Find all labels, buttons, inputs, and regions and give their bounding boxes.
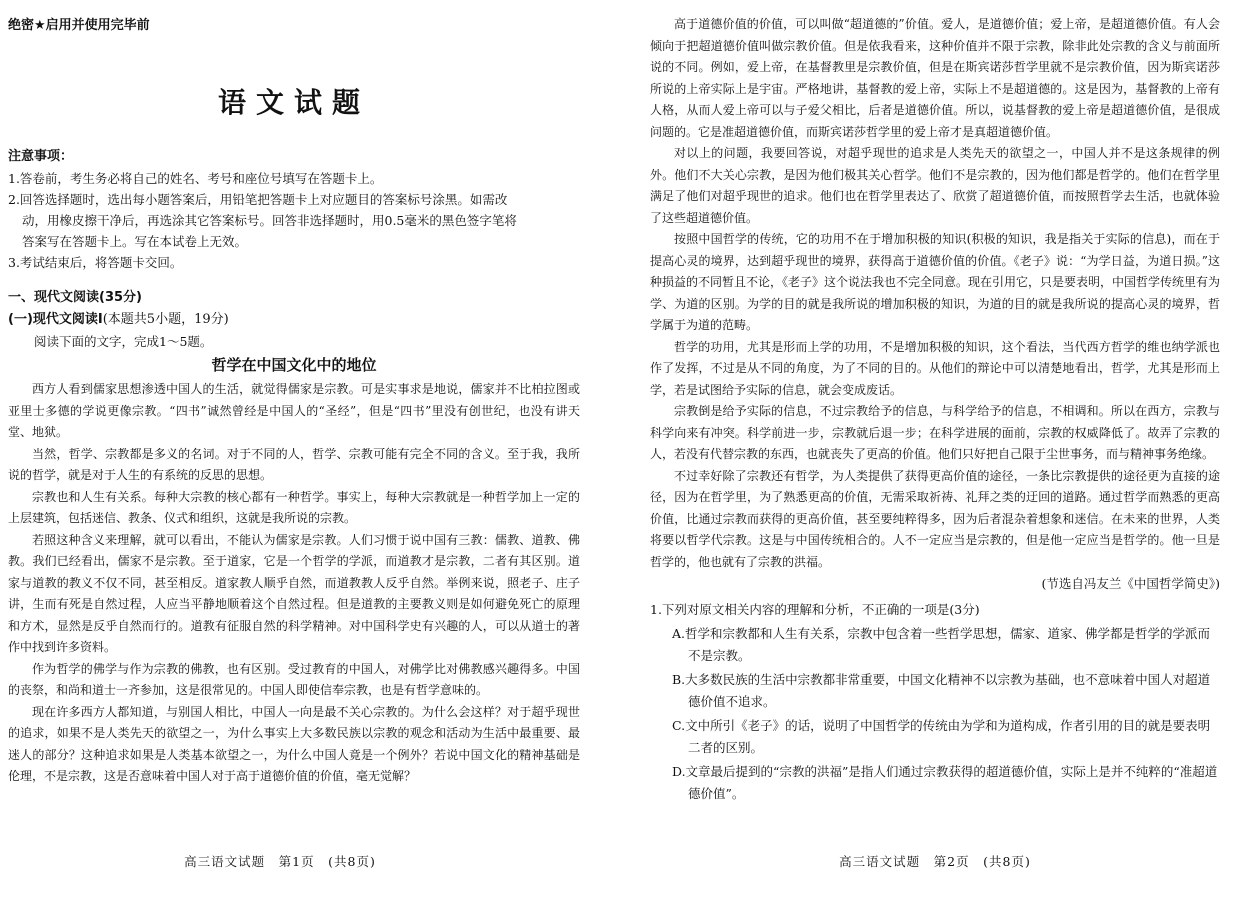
notice-heading: 注意事项： (8, 149, 74, 164)
page-footer: 高三语文试题 第2页 (共8页) (839, 854, 1031, 869)
article-paragraph: 现在许多西方人都知道，与别国人相比，中国人一向是最不关心宗教的。为什么会这样？对于超乎现世的追求，如果不是人类先天的欲望之一，为什么事实上大多数民族以宗教的观念和活动为生活中最重要、最迷人的部分？这种追求如果是人类基本欲望之一，为什么中国人竟是一个例外？若说中国文化的精神基础是伦理，不是宗教，这是否意味着中国人对于高于道德价值的价值，毫无觉解？ (8, 704, 580, 783)
article-paragraph: 对以上的问题，我要回答说，对超乎现世的追求是人类先天的欲望之一，中国人并不是这条规律的例外。他们不大关心宗教，是因为他们极其关心哲学。他们不是宗教的，因为他们都是哲学的。他们在哲学里满足了他们对超乎现世的追求。他们也在哲学里表达了、欣赏了超道德价值，而按照哲学去生活，也就体验了这些超道德价值。 (650, 146, 1220, 225)
subsection-title: (一)现代文阅读Ⅰ (8, 312, 103, 327)
article-paragraph: 宗教倒是给予实际的信息，不过宗教给予的信息，与科学给予的信息，不相调和。所以在西方，宗教与科学向来有冲突。科学前进一步，宗教就后退一步；在科学进展的面前，宗教的权威降低了。故弄了宗教的人，若没有代替宗教的东西，也就丧失了更高的价值。他们只好把自己限于尘世事务，而与精神事务绝缘。 (650, 404, 1220, 461)
notice-item: 1.答卷前，考生务必将自己的姓名、考号和座位号填写在答题卡上。 (8, 171, 383, 186)
question-option-b: B.大多数民族的生活中宗教都非常重要，中国文化精神不以宗教为基础，也不意味着中国人对超道德价值不追求。 (672, 672, 1211, 709)
article-paragraph: 西方人看到儒家思想渗透中国人的生活，就觉得儒家是宗教。可是实事求是地说，儒家并不比柏拉图或亚里士多德的学说更像宗教。“四书”诚然曾经是中国人的“圣经”，但是“四书”里没有创世纪，也没有讲天堂、地狱。 (8, 382, 580, 439)
page-footer: 高三语文试题 第1页 (共8页) (184, 854, 376, 869)
confidential-label: 绝密★启用并使用完毕前 (8, 18, 150, 33)
article-paragraph: 宗教也和人生有关系。每种大宗教的核心都有一种哲学。事实上，每种大宗教就是一种哲学加上一定的上层建筑，包括迷信、教条、仪式和组织，这就是我所说的宗教。 (8, 489, 580, 525)
exam-title: 语文试题 (217, 86, 370, 119)
subsection-score: (本题共5小题，19分) (102, 312, 229, 327)
article-paragraph: 不过幸好除了宗教还有哲学，为人类提供了获得更高价值的途径，一条比宗教提供的途径更为直接的途径，因为在哲学里，为了熟悉更高的价值，无需采取祈祷、礼拜之类的迂回的道路。通过哲学而熟悉的更高价值，比通过宗教而获得的更高价值，甚至要纯粹得多，因为后者混杂着想象和迷信。在未来的世界，人类将要以哲学代宗教。这是与中国传统相合的。人不一定应当是宗教的，但是他一定应当是哲学的。他一旦是哲学的，他也就有了宗教的洪福。 (650, 468, 1220, 569)
notice-item: 3.考试结束后，将答题卡交回。 (8, 255, 183, 270)
notice-item: 2.回答选择题时，选出每小题答案后，用铅笔把答题卡上对应题目的答案标号涂黑。如需改 (8, 192, 508, 207)
section-heading: 一、现代文阅读(35分) (8, 290, 142, 305)
source-citation: (节选自冯友兰《中国哲学简史》) (1041, 576, 1220, 591)
page-1 (0, 0, 600, 900)
question-option-d: D.文章最后提到的“宗教的洪福”是指人们通过宗教获得的超道德价值，实际上是并不纯粹的“准超道德价值”。 (672, 764, 1218, 801)
page-2 (640, 0, 1230, 900)
notice-list (8, 168, 580, 273)
article-paragraph: 高于道德价值的价值，可以叫做“超道德的”价值。爱人，是道德价值；爱上帝，是超道德价值。有人会倾向于把超道德价值叫做宗教价值。但是依我看来，这种价值并不限于宗教，除非此处宗教的含义与前面所说的不同。例如，爱上帝，在基督教里是宗教价值，但是在斯宾诺莎哲学里就不是宗教价值，因为斯宾诺莎所说的上帝实际上是宇宙。严格地讲，基督教的爱上帝，实际上不是超道德的。这是因为，基督教的上帝有人格，从而人爱上帝可以与子爱父相比，后者是道德价值。所以，说基督教的爱上帝是超道德价值，是很成问题的。它是准超道德价值，而斯宾诺莎哲学里的爱上帝才是真超道德价值。 (650, 17, 1220, 139)
notice-item: 答案写在答题卡上。写在本试卷上无效。 (22, 234, 248, 249)
article-paragraph: 作为哲学的佛学与作为宗教的佛教，也有区别。受过教育的中国人，对佛学比对佛教感兴趣得多。中国的丧祭，和尚和道士一齐参加，这是很常见的。中国人即使信奉宗教，也是有哲学意味的。 (8, 661, 580, 697)
subsection-heading (8, 309, 580, 331)
article-paragraph: 按照中国哲学的传统，它的功用不在于增加积极的知识(积极的知识，我是指关于实际的信息)，而在于提高心灵的境界，达到超乎现世的境界，获得高于道德价值的价值。《老子》说：“为学日益，为道日损。”这种损益的不同暂且不论，《老子》这个说法我也不完全同意。现在引用它，只是要表明，中国哲学传统里有为学、为道的区别。为学的目的就是我所说的增加积极的知识，为道的目的就是我所说的提高心灵的境界，哲学属于为道的范畴。 (650, 232, 1221, 332)
notice-item: 动，用橡皮擦干净后，再选涂其它答案标号。回答非选择题时，用0.5毫米的黑色签字笔将 (22, 213, 517, 228)
article-title: 哲学在中国文化中的地位 (211, 356, 377, 374)
question-option-c: C.文中所引《老子》的话，说明了中国哲学的传统由为学和为道构成，作者引用的目的就是要表明二者的区别。 (672, 718, 1211, 755)
reading-instruction: 阅读下面的文字，完成1～5题。 (34, 334, 213, 349)
article-paragraph: 若照这种含义来理解，就可以看出，不能认为儒家是宗教。人们习惯于说中国有三教：儒教、道教、佛教。我们已经看出，儒家不是宗教。至于道家，它是一个哲学的学派，而道教才是宗教，二者有其区别。道家与道教的教义不仅不同，甚至相反。道家教人顺乎自然，而道教教人反乎自然。举例来说，照老子、庄子讲，生而有死是自然过程，人应当平静地顺着这个自然过程。但是道教的主要教义则是如何避免死亡的原理和方术，显然是反乎自然而行的。道教有征服自然的科学精神。对中国科学史有兴趣的人，可以从道士的著作中找到许多资料。 (8, 532, 580, 654)
article-paragraph: 哲学的功用，尤其是形而上学的功用，不是增加积极的知识，这个看法，当代西方哲学的维也纳学派也作了发挥，不过是从不同的角度，为了不同的目的。从他们的辩论中可以清楚地看出，哲学，尤其是形而上学，若是试图给予实际的信息，就会变成废话。 (650, 339, 1220, 397)
article-paragraph: 当然，哲学、宗教都是多义的名词。对于不同的人，哲学、宗教可能有完全不同的含义。至于我，我所说的哲学，就是对于人生的有系统的反思的思想。 (8, 446, 580, 482)
question-option-a: A.哲学和宗教都和人生有关系，宗教中包含着一些哲学思想，儒家、道家、佛学都是哲学的学派而不是宗教。 (672, 626, 1211, 663)
question-stem: 1.下列对原文相关内容的理解和分析，不正确的一项是(3分) (650, 602, 980, 617)
